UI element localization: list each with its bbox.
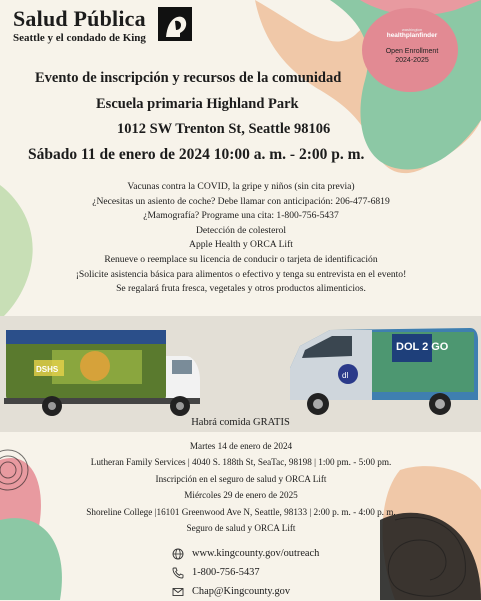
event-address: 1012 SW Trenton St, Seattle 98106 [117,121,331,137]
badge-line3: Open Enrollment [385,48,439,55]
service-item: ¿Necesitas un asiento de coche? Debe llamar con anticipación: 206-477-6819 [92,195,390,207]
service-item: Se regalará fruta fresca, vegetales y otros productos alimenticios. [116,283,366,295]
vehicles-photo [0,316,481,432]
service-item: ¿Mamografía? Programe una cita: 1-800-756-5437 [143,210,339,222]
upcoming-item: Inscripción en el seguro de salud y ORCA Lift [155,473,327,484]
contact-email-row[interactable] [172,582,319,601]
dol-logo-icon: dl [342,371,349,380]
event-title: Evento de inscripción y recursos de la comunidad [35,70,342,86]
van-label: DOL 2 GO [396,341,449,353]
globe-icon [172,548,184,560]
upcoming-item: Shoreline College |16101 Greenwood Ave N, Seattle, 98133 | 2:00 p. m. - 4:00 p. m. [86,506,396,517]
phone-icon [172,567,184,579]
brand-header [8,6,191,44]
service-item: ¡Solicite asistencia básica para alimentos o efectivo y tenga su entrevista en el evento! [75,268,407,280]
service-item: Detección de colesterol [195,224,287,236]
contact-web-row[interactable] [172,544,319,563]
contact-phone-row[interactable] [172,563,319,582]
services-list [30,180,452,297]
brand-subtitle: Seattle y el condado de King [13,32,146,44]
service-item: Apple Health y ORCA Lift [189,239,293,251]
upcoming-item: Seguro de salud y ORCA Lift [186,523,296,534]
open-enrollment-badge [368,15,456,75]
service-item: Renueve o reemplace su licencia de conducir o tarjeta de identificación [104,253,378,265]
contact-web[interactable]: www.kingcounty.gov/outreach [192,548,320,559]
service-item: Vacunas contra la COVID, la gripe y niños (sin cita previa) [127,181,355,192]
contact-email[interactable]: Chap@Kingcounty.gov [192,586,291,597]
free-food-note: Habrá comida GRATIS [191,417,290,428]
truck-label: DSHS [36,365,59,374]
event-venue: Escuela primaria Highland Park [96,96,299,112]
upcoming-item: Martes 14 de enero de 2024 [189,441,293,451]
contact-phone[interactable]: 1-800-756-5437 [192,567,260,578]
event-datetime: Sábado 11 de enero de 2024 10:00 a. m. - 2:00 p. m. [28,146,365,163]
upcoming-item: Miércoles 29 de enero de 2025 [184,490,298,501]
upcoming-events [30,438,452,536]
contact-info [172,544,319,601]
envelope-icon [172,586,184,598]
public-health-logo-icon [158,7,192,41]
badge-line1: washington [401,27,423,32]
badge-line4: 2024-2025 [395,57,429,64]
upcoming-item: Lutheran Family Services | 4040 S. 188th St, SeaTac, 98198 | 1:00 pm. - 5:00 pm. [90,457,392,468]
badge-line2: healthplanfinder [386,32,438,39]
brand-title: Salud Pública [13,6,146,31]
